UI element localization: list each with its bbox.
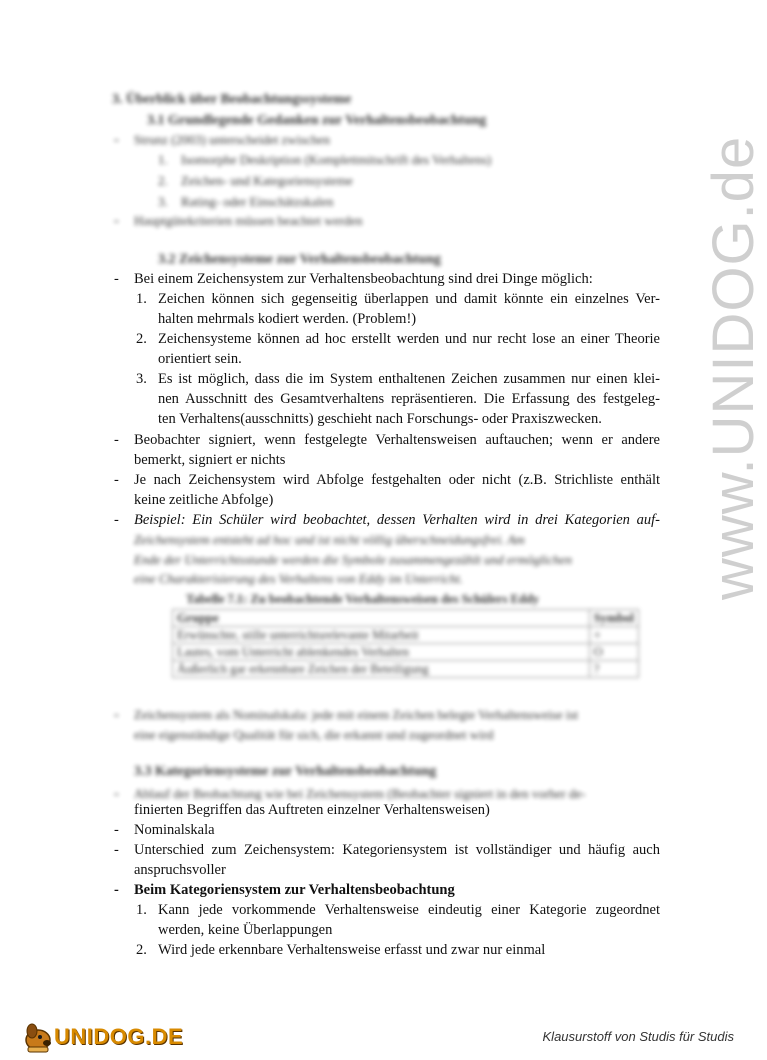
bullet-dash: -	[114, 432, 119, 448]
bullet-dash: -	[114, 512, 119, 528]
bullet-text: Hauptgütekriterien müssen beachtet werden	[134, 213, 363, 228]
list-number: 3.	[136, 371, 147, 387]
bullet-dash: -	[114, 132, 119, 148]
list-text: Isomorphe Deskription (Komplettmitschrift des Verhaltens)	[181, 152, 492, 167]
list-text: Zeichen können sich gegenseitig überlappen und damit könnte ein einzelnes Ver-	[158, 291, 660, 307]
bullet-dash: -	[114, 271, 119, 287]
list-number: 1.	[136, 902, 147, 918]
table-header-cell: Symbol	[589, 610, 638, 627]
bullet-text: eine eigenständige Qualität für sich, die erkannt und zugeordnet wird	[134, 727, 494, 742]
behaviour-table	[172, 609, 639, 678]
subsection-heading: 3.2 Zeichensysteme zur Verhaltensbeobachtung	[158, 252, 441, 267]
section-heading: 3. Überblick über Beobachtungssysteme	[112, 92, 352, 107]
list-text: Zeichen- und Kategoriensysteme	[181, 173, 353, 188]
bullet-text: Beobachter signiert, wenn festgelegte Verhaltensweisen auftauchen; wenn er andere	[134, 432, 660, 448]
subsection-heading: 3.1 Grundlegende Gedanken zur Verhaltensbeobachtung	[147, 113, 487, 128]
subsection-heading: 3.3 Kategoriensysteme zur Verhaltensbeobachtung	[134, 764, 437, 779]
table-row	[173, 661, 639, 678]
list-number: 1.	[136, 291, 147, 307]
bullet-dash: -	[114, 842, 119, 858]
bullet-text: Beim Kategoriensystem zur Verhaltensbeobachtung	[134, 882, 455, 898]
table-header-cell: Gruppe	[173, 610, 590, 627]
table-cell: ?	[589, 661, 638, 678]
list-text: nen Ausschnitt des Gesamtverhaltens repräsentieren. Die Erfassung des festgeleg-	[158, 391, 660, 407]
footer-tagline: Klausurstoff von Studis für Studis	[542, 1029, 734, 1044]
table-cell: Äußerlich gar erkennbare Zeichen der Beteiligung	[173, 661, 590, 678]
list-number: 2.	[136, 331, 147, 347]
table-cell: Erwünschte, stille unterrichtsrelevante Mitarbeit	[173, 627, 590, 644]
bullet-text: bemerkt, signiert er nichts	[134, 452, 286, 468]
bullet-dash: -	[114, 213, 119, 229]
list-number: 3.	[158, 194, 168, 209]
table-header-row	[173, 610, 639, 627]
table-row	[173, 644, 639, 661]
bullet-dash: -	[114, 472, 119, 488]
bullet-text: Unterschied zum Zeichensystem: Kategoriensystem ist vollständiger und häufig auch	[134, 842, 660, 858]
list-number: 1.	[158, 152, 168, 167]
list-text: Rating- oder Einschätzskalen	[181, 194, 334, 209]
bullet-text: Strunz (2003) unterscheidet zwischen	[134, 132, 331, 147]
bullet-text: anspruchsvoller	[134, 862, 226, 878]
bullet-dash: -	[114, 707, 119, 723]
table-cell: Lautes, vom Unterricht ablenkendes Verhalten	[173, 644, 590, 661]
bullet-dash: -	[114, 822, 119, 838]
table-caption: Tabelle 7.1: Zu beobachtende Verhaltensweisen des Schülers Eddy	[186, 592, 540, 606]
bullet-dash: -	[114, 786, 119, 802]
bullet-text: Beispiel: Ein Schüler wird beobachtet, dessen Verhalten wird in drei Kategorien auf-	[134, 512, 660, 528]
bullet-text: Ende der Unterrichtsstunde werden die Symbole zusammengezählt und ermöglichen	[134, 552, 572, 567]
bullet-text: Zeichensystem als Nominalskala: jede mit einem Zeichen belegte Verhaltensweise ist	[134, 707, 579, 722]
list-text: Es ist möglich, dass die im System enthaltenen Zeichen zusammen nur einen klei-	[158, 371, 660, 387]
bullet-text: Bei einem Zeichensystem zur Verhaltensbeobachtung sind drei Dinge möglich:	[134, 271, 593, 287]
bullet-text: eine Charakterisierung des Verhaltens von Eddy im Unterricht.	[134, 571, 464, 586]
bullet-text: Ablauf der Beobachtung wie bei Zeichensystem (Beobachter signiert in den vorher de-	[134, 786, 586, 801]
table-cell: O	[589, 644, 638, 661]
list-text: ten Verhaltens(ausschnitts) geschieht nach Forschungs- oder Praxiszwecken.	[158, 411, 602, 427]
list-text: Zeichensysteme können ad hoc erstellt werden und nur recht lose an einer Theorie	[158, 331, 660, 347]
bullet-text: Zeichensystem entsteht ad hoc und ist nicht völlig überschneidungsfrei. Am	[134, 532, 525, 547]
list-text: Wird jede erkennbare Verhaltensweise erfasst und zwar nur einmal	[158, 942, 546, 958]
list-text: halten mehrmals kodiert werden. (Problem!)	[158, 311, 417, 327]
table-cell: +	[589, 627, 638, 644]
logo-text: UNIDOG.DE	[54, 1024, 184, 1049]
table-row	[173, 627, 639, 644]
bullet-text: Je nach Zeichensystem wird Abfolge festgehalten oder nicht (z.B. Strichliste enthält	[134, 472, 660, 488]
list-text: werden, keine Überlappungen	[158, 922, 333, 938]
list-text: Kann jede vorkommende Verhaltensweise eindeutig einer Kategorie zugeordnet	[158, 902, 660, 918]
bullet-dash: -	[114, 882, 119, 898]
bullet-text: keine zeitliche Abfolge)	[134, 492, 274, 508]
list-number: 2.	[136, 942, 147, 958]
list-text: orientiert sein.	[158, 351, 242, 367]
bullet-text: Nominalskala	[134, 822, 215, 838]
bullet-text: finierten Begriffen das Auftreten einzelner Verhaltensweisen)	[134, 802, 490, 818]
watermark: www.UNIDOG.de	[701, 135, 766, 600]
list-number: 2.	[158, 173, 168, 188]
